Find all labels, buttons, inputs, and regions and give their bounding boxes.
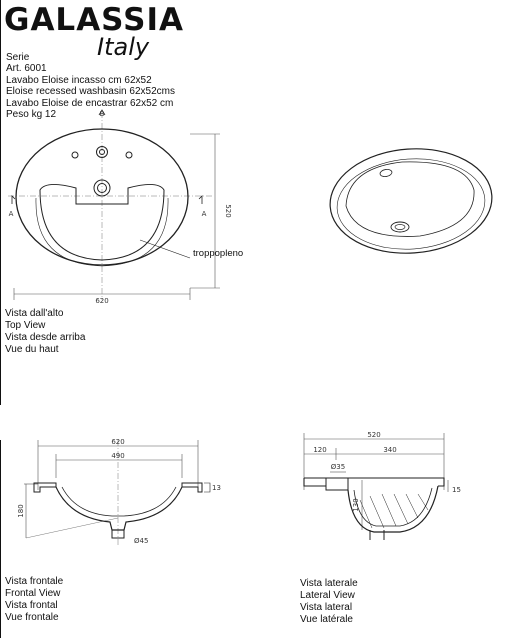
front-dim-inner: 490: [111, 452, 125, 460]
side-caption-it: Vista laterale: [300, 578, 358, 589]
top-view-drawing: [8, 110, 220, 300]
side-dim-a: 120: [313, 446, 327, 454]
top-dim-b: B: [99, 110, 105, 118]
side-caption-en: Lateral View: [300, 590, 355, 601]
perspective-view-drawing: [327, 143, 496, 258]
info-line-weight: Peso kg 12: [6, 109, 57, 121]
brand-name: GALASSIA: [4, 2, 184, 38]
info-line-it: Lavabo Eloise incasso cm 62x52: [6, 74, 152, 86]
front-dim-drain: Ø45: [134, 537, 149, 545]
overflow-label: troppopleno: [193, 248, 244, 259]
front-dim-outer: 620: [111, 438, 125, 446]
front-view-caption: [5, 576, 63, 624]
side-dim-total: 520: [367, 431, 381, 439]
info-line-article: Art. 6001: [6, 63, 47, 75]
top-section-mark-right: A: [201, 210, 207, 218]
front-caption-es: Vista frontal: [5, 600, 58, 611]
side-dim-tap: Ø35: [330, 463, 346, 471]
front-caption-en: Frontal View: [5, 588, 61, 599]
side-caption-es: Vista lateral: [300, 602, 353, 613]
top-view-caption: [5, 308, 85, 356]
front-dim-depth: 180: [17, 504, 25, 518]
info-line-en: Eloise recessed washbasin 62x52cms: [6, 86, 175, 98]
side-view-caption: [300, 578, 358, 626]
side-dim-rim: 15: [452, 486, 461, 494]
side-caption-fr: Vue latérale: [300, 614, 353, 625]
info-line-es: Lavabo Eloise de encastrar 62x52 cm: [6, 97, 174, 109]
top-caption-es: Vista desde arriba: [5, 332, 86, 343]
front-caption-it: Vista frontale: [5, 576, 64, 587]
front-caption-fr: Vue frontale: [5, 612, 59, 623]
brand-country: Italy: [97, 33, 150, 61]
front-dim-rim: 13: [212, 484, 221, 492]
top-caption-en: Top View: [5, 320, 46, 331]
top-dim-height: 520: [224, 204, 232, 218]
top-caption-it: Vista dall'alto: [5, 308, 64, 319]
top-caption-fr: Vue du haut: [5, 344, 59, 355]
info-line-series: Serie: [6, 52, 30, 63]
top-section-mark-left: A: [8, 210, 14, 218]
side-dim-depth: 130: [352, 498, 360, 512]
top-dim-width: 620: [95, 297, 109, 305]
side-dim-b: 340: [383, 446, 397, 454]
